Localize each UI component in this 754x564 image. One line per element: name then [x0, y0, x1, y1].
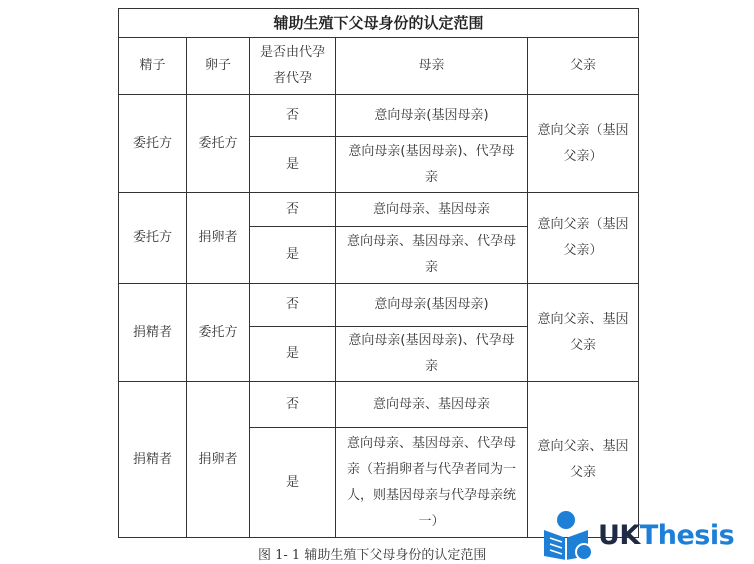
mother-cell: 意向母亲、基因母亲、代孕母亲 — [336, 227, 528, 284]
figure-caption: 图 1- 1 辅助生殖下父母身份的认定范围 — [258, 548, 487, 563]
sperm-cell: 委托方 — [119, 95, 187, 193]
surrogate-cell: 是 — [250, 137, 336, 193]
egg-cell: 委托方 — [187, 284, 250, 382]
reader-globe-icon — [542, 510, 594, 560]
header-surrogate: 是否由代孕者代孕 — [250, 38, 336, 95]
sperm-cell: 捐精者 — [119, 382, 187, 538]
mother-cell: 意向母亲(基因母亲) — [336, 95, 528, 137]
surrogate-cell: 是 — [250, 327, 336, 382]
father-cell: 意向父亲（基因父亲） — [528, 193, 639, 284]
parentage-table — [118, 8, 639, 538]
surrogate-cell: 否 — [250, 382, 336, 428]
surrogate-cell: 否 — [250, 284, 336, 327]
sperm-cell: 捐精者 — [119, 284, 187, 382]
father-cell: 意向父亲（基因父亲） — [528, 95, 639, 193]
header-egg: 卵子 — [187, 38, 250, 95]
header-father: 父亲 — [528, 38, 639, 95]
logo-text-uk: UK — [598, 519, 640, 551]
mother-cell: 意向母亲(基因母亲)、代孕母亲 — [336, 137, 528, 193]
egg-cell: 委托方 — [187, 95, 250, 193]
mother-cell: 意向母亲(基因母亲) — [336, 284, 528, 327]
mother-cell: 意向母亲、基因母亲、代孕母亲（若捐卵者与代孕者同为一人，则基因母亲与代孕母亲统一） — [336, 428, 528, 538]
father-cell: 意向父亲、基因父亲 — [528, 284, 639, 382]
egg-cell: 捐卵者 — [187, 382, 250, 538]
surrogate-cell: 否 — [250, 95, 336, 137]
surrogate-cell: 是 — [250, 428, 336, 538]
surrogate-cell: 是 — [250, 227, 336, 284]
header-mother: 母亲 — [336, 38, 528, 95]
logo-text-thesis: Thesis — [639, 519, 735, 551]
header-sperm: 精子 — [119, 38, 187, 95]
mother-cell: 意向母亲(基因母亲)、代孕母亲 — [336, 327, 528, 382]
surrogate-cell: 否 — [250, 193, 336, 227]
ukthesis-logo — [542, 510, 734, 560]
egg-cell: 捐卵者 — [187, 193, 250, 284]
sperm-cell: 委托方 — [119, 193, 187, 284]
father-cell: 意向父亲、基因父亲 — [528, 382, 639, 538]
mother-cell: 意向母亲、基因母亲 — [336, 193, 528, 227]
table-title: 辅助生殖下父母身份的认定范围 — [119, 9, 639, 38]
mother-cell: 意向母亲、基因母亲 — [336, 382, 528, 428]
